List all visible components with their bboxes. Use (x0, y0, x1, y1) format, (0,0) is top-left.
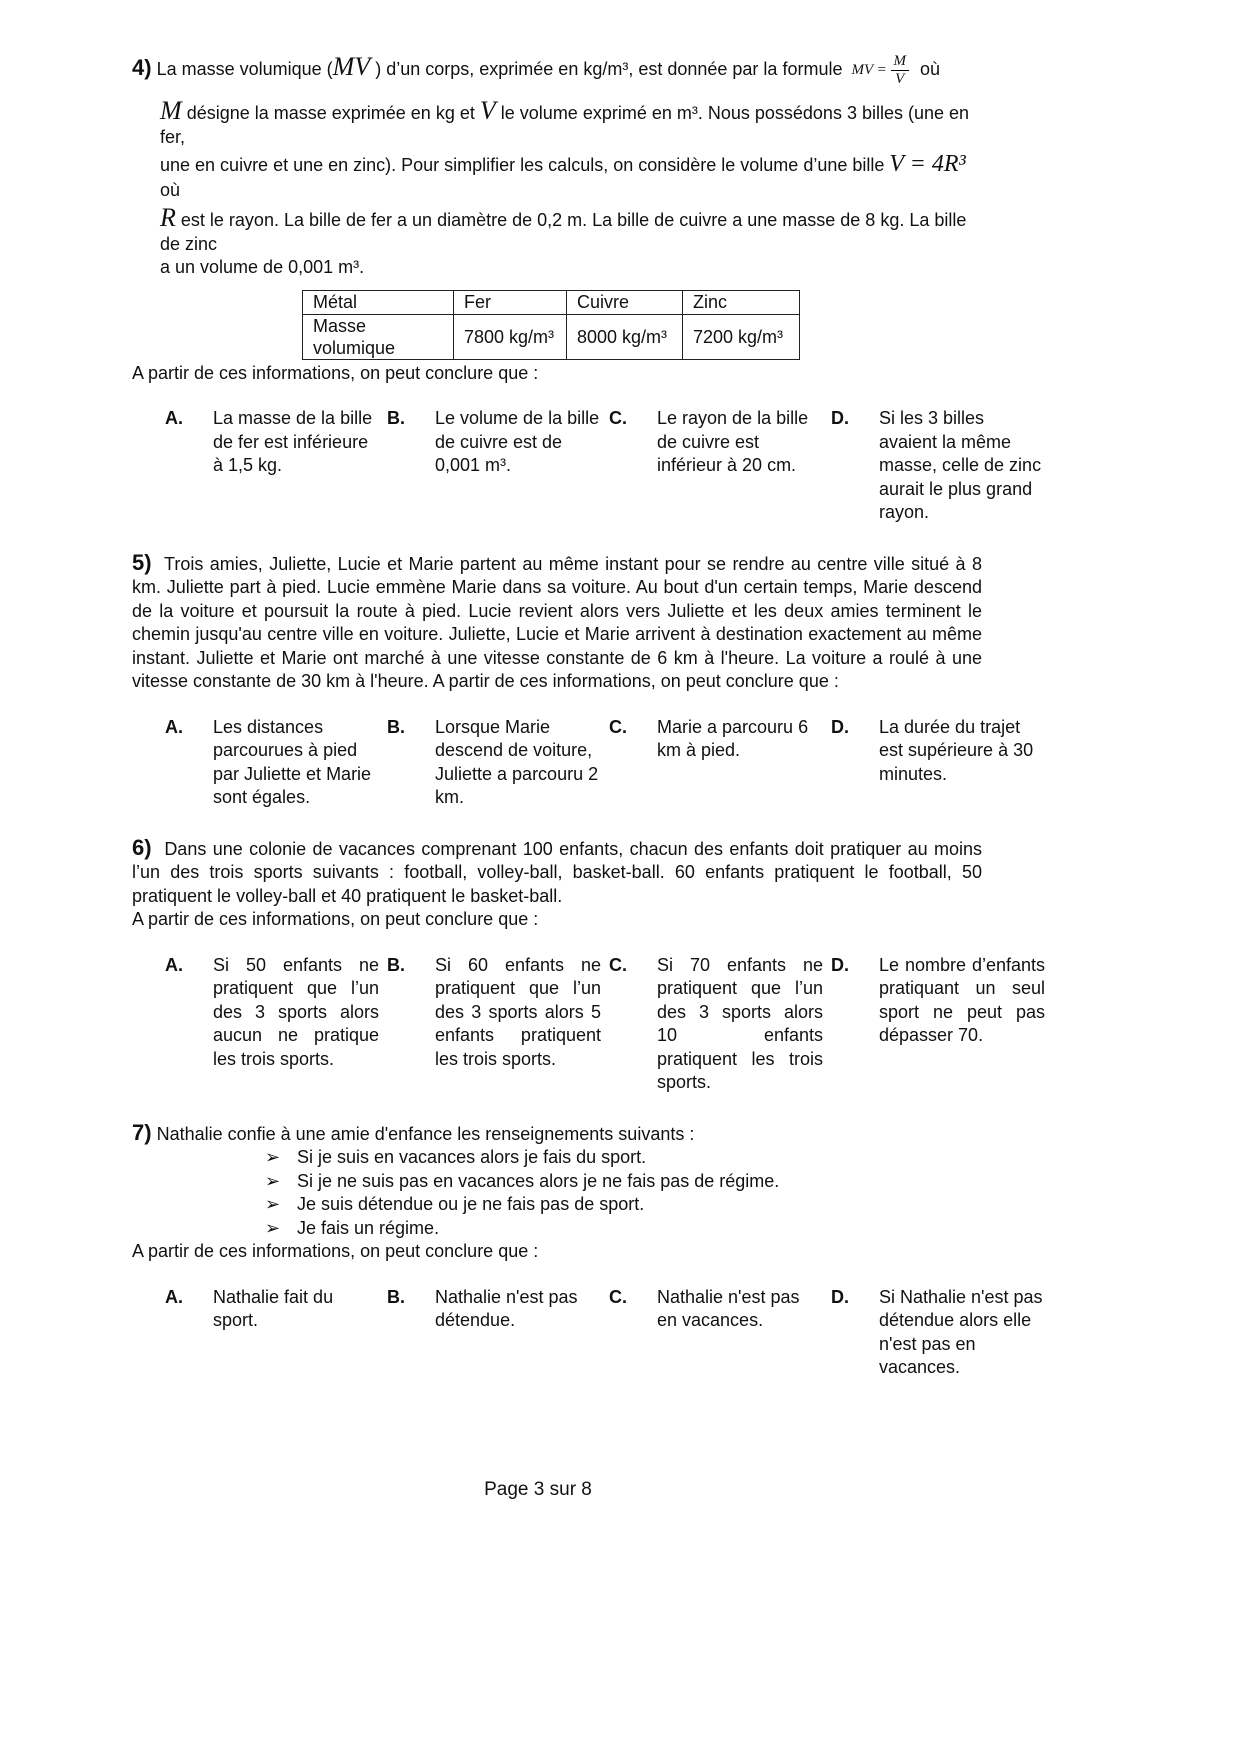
option-item (831, 407, 1053, 525)
option-item (609, 954, 831, 1095)
page-footer: Page 3 sur 8 (484, 1479, 592, 1500)
option-item (165, 1286, 387, 1380)
q4-line2 (132, 96, 982, 150)
spacer (0, 525, 1240, 551)
option-item (165, 716, 387, 810)
table-cell: Fer (454, 290, 567, 314)
bullet-item: Je suis détendue ou je ne fais pas de sport. (297, 1194, 645, 1215)
text: le volume exprimé en m³. Nous possédons 3 billes (une en fer, (160, 102, 970, 147)
q6-options (165, 954, 1045, 1095)
question-5 (132, 549, 1034, 810)
option-text: Si les 3 billes avaient la même masse, celle de zinc aurait le plus grand rayon. (879, 408, 1042, 523)
option-letter: C. (609, 408, 627, 429)
option-letter: C. (609, 954, 627, 975)
option-text: Si 50 enfants ne pratiquent que l’un des 3 sports alors aucun ne pratique les trois sports. (213, 954, 379, 1069)
spacer (0, 1095, 1240, 1121)
math: M (160, 95, 182, 125)
text: où (920, 59, 941, 79)
option-item (387, 407, 609, 525)
table-cell: 7800 kg/m³ (454, 314, 567, 359)
bullet-item: Si je ne suis pas en vacances alors je ne fais pas de régime. (297, 1170, 780, 1191)
text: où (160, 180, 181, 201)
text: Nathalie confie à une amie d'enfance les renseignements suivants : (156, 1123, 695, 1144)
option-text: Les distances parcourues à pied par Juliette et Marie sont égales. (213, 716, 372, 808)
table-cell: 8000 kg/m³ (567, 314, 683, 359)
math: R (160, 202, 176, 232)
text: Dans une colonie de vacances comprenant 100 enfants, chacun des enfants doit pratiquer au moins l’un des trois sports suivants : football, volley-ball, basket-ball. 60 enfants pratiquent le football, 50 pratiquent le volley-ball et 40 pratiquent le basket-ball. (132, 838, 982, 906)
text: est le rayon. La bille de fer a un diamètre de 0,2 m. La bille de cuivre a une masse de 8 kg. La bille de zinc (160, 209, 967, 254)
bullet-row (132, 1193, 982, 1217)
bullet-item: Si je suis en vacances alors je fais du sport. (297, 1147, 647, 1168)
option-letter: D. (831, 408, 849, 429)
option-item (165, 407, 387, 525)
formula (851, 53, 909, 88)
option-letter: A. (165, 408, 183, 429)
table-cell: 7200 kg/m³ (683, 314, 800, 359)
option-text: La durée du trajet est supérieure à 30 minutes. (879, 716, 1034, 784)
option-text: Si Nathalie n'est pas détendue alors elle n'est pas en vacances. (879, 1286, 1043, 1378)
text: ) d’un corps, exprimée en kg/m³, est donnée par la formule (375, 59, 843, 79)
math: M (891, 53, 910, 71)
q7-text (132, 1121, 982, 1147)
option-item (387, 716, 609, 810)
text: La masse volumique ( (156, 59, 333, 79)
arrow-bullet-icon: ➢ (265, 1170, 281, 1191)
conclude-text: A partir de ces informations, on peut conclure que : (132, 1241, 539, 1262)
option-item (609, 1286, 831, 1380)
arrow-bullet-icon: ➢ (265, 1147, 281, 1168)
math: V (895, 70, 905, 87)
option-text: Le nombre d’enfants pratiquant un seul sport ne peut pas dépasser 70. (879, 954, 1045, 1046)
option-letter: D. (831, 1286, 849, 1307)
arrow-bullet-icon: ➢ (265, 1194, 281, 1215)
option-item (831, 1286, 1053, 1380)
option-letter: A. (165, 1286, 183, 1307)
option-item (609, 407, 831, 525)
arrow-bullet-icon: ➢ (265, 1217, 281, 1238)
option-item (831, 716, 1053, 810)
q4-line1 (132, 52, 982, 88)
spacer (0, 810, 1240, 836)
option-text: Si 70 enfants ne pratiquent que l’un des 3 sports alors 10 enfants pratiquent les trois sports. (657, 954, 823, 1093)
bullet-item: Je fais un régime. (297, 1217, 440, 1238)
option-letter: C. (609, 716, 627, 737)
table-cell: Masse volumique (303, 314, 454, 359)
option-item (165, 954, 387, 1095)
option-text: Le rayon de la bille de cuivre est inférieur à 20 cm. (657, 408, 809, 476)
math: V = 4R³ (889, 151, 966, 178)
q4-line5: a un volume de 0,001 m³. (160, 257, 365, 278)
question-4 (132, 52, 1042, 525)
text: Trois amies, Juliette, Lucie et Marie partent au même instant pour se rendre au centre ville situé à 8 km. Juliette part à pied. Lucie emmène Marie dans sa voiture. Au bout d'un certain temps, Marie descend de la voiture et poursuit la route à pied. Lucie revient alors vers Juliette et les deux amies terminent le chemin jusqu'au centre ville en voiture. Juliette, Lucie et Marie arrivent à destination exactement au même instant. Juliette et Marie ont marché à une vitesse constante de 6 km à l'heure. La voiture a roulé à une vitesse constante de 30 km à l'heure. A partir de ces informations, on peut conclure que : (132, 553, 982, 692)
option-text: La masse de la bille de fer est inférieure à 1,5 kg. (213, 408, 373, 476)
q6-text (132, 836, 982, 909)
conclude-text: A partir de ces informations, on peut conclure que : (132, 909, 539, 930)
q4-line4 (132, 203, 982, 257)
option-item (609, 716, 831, 810)
option-text: Le volume de la bille de cuivre est de 0,001 m³. (435, 408, 600, 476)
conclude-text: A partir de ces informations, on peut conclure que : (132, 362, 539, 383)
question-number: 5) (132, 549, 152, 575)
option-item (387, 1286, 609, 1380)
table-cell: Cuivre (567, 290, 683, 314)
option-text: Nathalie n'est pas en vacances. (657, 1286, 800, 1331)
density-table (302, 290, 800, 360)
option-letter: D. (831, 716, 849, 737)
q4-line3 (132, 149, 982, 203)
q4-options (165, 407, 1042, 525)
option-text: Nathalie fait du sport. (213, 1286, 334, 1331)
q5-text (132, 551, 982, 694)
option-letter: B. (387, 954, 405, 975)
math: V (479, 95, 496, 125)
question-number: 6) (132, 834, 152, 860)
option-text: Si 60 enfants ne pratiquent que l’un des 3 sports alors 5 enfants pratiquent les trois sports. (435, 954, 601, 1069)
option-text: Marie a parcouru 6 km à pied. (657, 716, 809, 761)
option-letter: B. (387, 1286, 405, 1307)
bullet-row (132, 1170, 982, 1194)
table-row (303, 290, 800, 314)
table-cell: Métal (303, 290, 454, 314)
option-item (387, 954, 609, 1095)
option-letter: C. (609, 1286, 627, 1307)
option-text: Nathalie n'est pas détendue. (435, 1286, 578, 1331)
math: MV = (851, 61, 887, 78)
question-number: 4) (132, 55, 152, 80)
option-letter: D. (831, 954, 849, 975)
text: désigne la masse exprimée en kg et (186, 102, 475, 123)
q5-options (165, 716, 1034, 810)
question-number: 7) (132, 1119, 152, 1145)
option-letter: A. (165, 716, 183, 737)
text: une en cuivre et une en zinc). Pour simplifier les calculs, on considère le volume d’une bille (160, 155, 885, 176)
option-text: Lorsque Marie descend de voiture, Juliette a parcouru 2 km. (435, 716, 599, 808)
bullet-row (132, 1217, 982, 1241)
q7-options (165, 1286, 1043, 1380)
math: MV (332, 52, 371, 81)
q7-bullets (132, 1146, 982, 1240)
bullet-row (132, 1146, 982, 1170)
option-letter: B. (387, 716, 405, 737)
option-item (831, 954, 1053, 1095)
option-letter: A. (165, 954, 183, 975)
question-7 (132, 1119, 1043, 1380)
option-letter: B. (387, 408, 405, 429)
question-6 (132, 834, 1045, 1095)
table-row (303, 314, 800, 359)
table-cell: Zinc (683, 290, 800, 314)
